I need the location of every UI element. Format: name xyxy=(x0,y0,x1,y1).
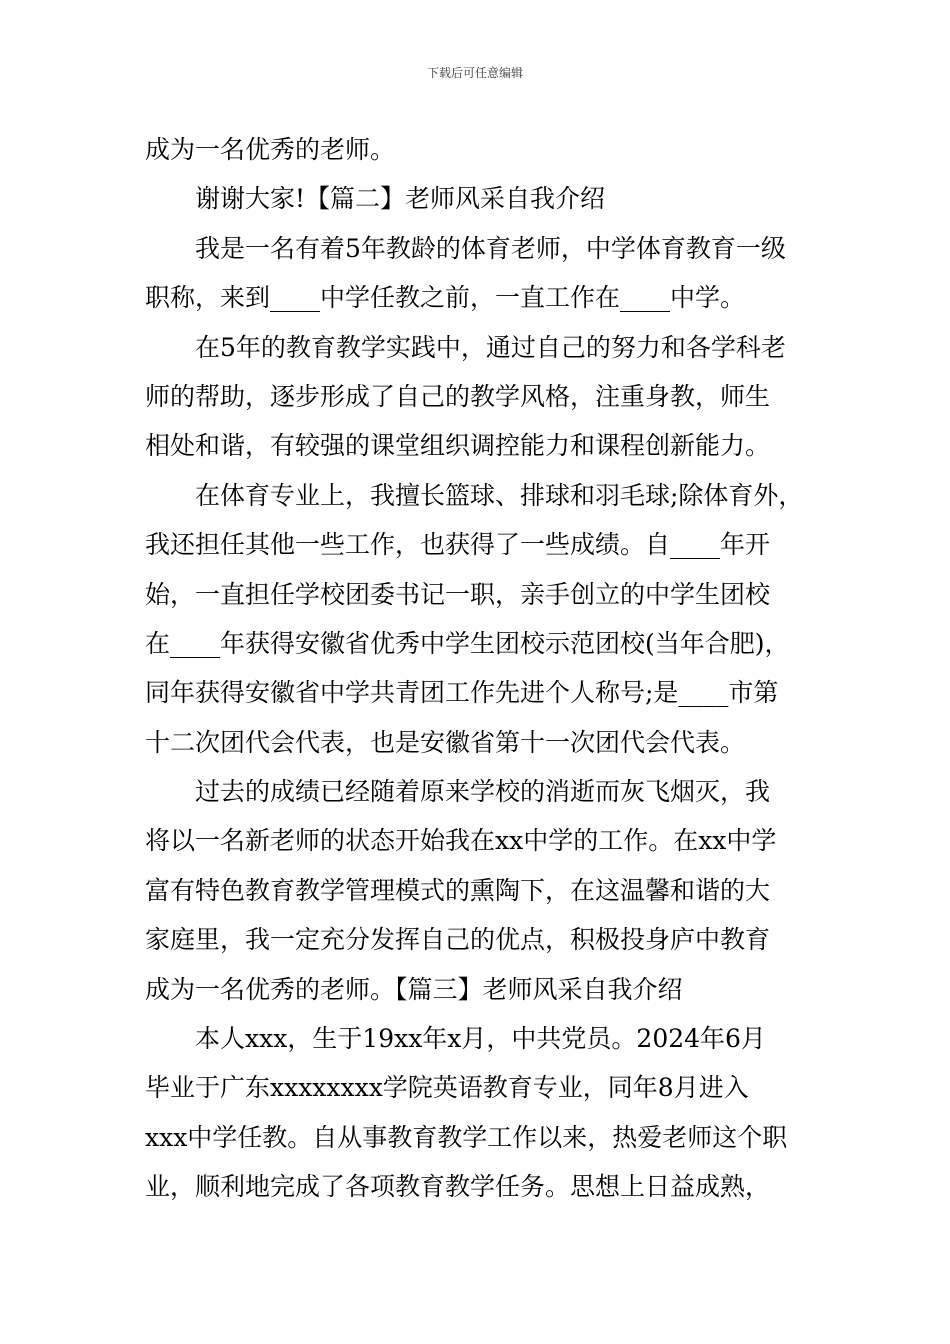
text-line: 在5年的教育教学实践中，通过自己的努力和各学科老 xyxy=(195,332,786,362)
text-line: 在____年获得安徽省优秀中学生团校示范团校(当年合肥)， xyxy=(145,628,790,658)
page-header: 下载后可任意编辑 xyxy=(426,66,523,80)
text-line: 将以一名新老师的状态开始我在xx中学的工作。在xx中学 xyxy=(145,826,777,856)
text-line: 十二次团代会代表，也是安徽省第十一次团代会代表。 xyxy=(145,727,746,757)
text-line: 始，一直担任学校团委书记一职，亲手创立的中学生团校 xyxy=(145,579,771,609)
text-line: 业，顺利地完成了各项教育教学任务。思想上日益成熟， xyxy=(145,1172,771,1202)
text-line: 师的帮助，逐步形成了自己的教学风格，注重身教，师生 xyxy=(145,381,771,411)
text-line: 家庭里，我一定充分发挥自己的优点，积极投身庐中教育 xyxy=(145,925,771,955)
text-line: 职称，来到____中学任教之前，一直工作在____中学。 xyxy=(145,283,746,313)
text-line: 过去的成绩已经随着原来学校的消逝而灰飞烟灭，我 xyxy=(195,777,771,807)
text-line: 富有特色教育教学管理模式的熏陶下，在这温馨和谐的大 xyxy=(145,875,771,905)
text-line: 本人xxx，生于19xx年x月，中共党员。2024年6月 xyxy=(195,1024,766,1054)
text-line: 同年获得安徽省中学共青团工作先进个人称号;是____市第 xyxy=(145,678,779,708)
text-line: 我还担任其他一些工作，也获得了一些成绩。自____年开 xyxy=(145,530,771,560)
text-line: 谢谢大家!【篇二】老师风采自我介绍 xyxy=(195,184,606,214)
text-line: 毕业于广东xxxxxxxx学院英语教育专业，同年8月进入 xyxy=(145,1073,749,1103)
text-line: 相处和谐，有较强的课堂组织调控能力和课程创新能力。 xyxy=(145,431,771,461)
text-line: 我是一名有着5年教龄的体育老师，中学体育教育一级 xyxy=(195,233,786,263)
document-body xyxy=(145,125,815,1212)
text-line: 成为一名优秀的老师。【篇三】老师风采自我介绍 xyxy=(145,974,683,1004)
text-line: xxx中学任教。自从事教育教学工作以来，热爱老师这个职 xyxy=(145,1122,788,1152)
text-line: 在体育专业上，我擅长篮球、排球和羽毛球;除体育外， xyxy=(195,480,804,510)
text-line: 成为一名优秀的老师。 xyxy=(145,135,396,164)
